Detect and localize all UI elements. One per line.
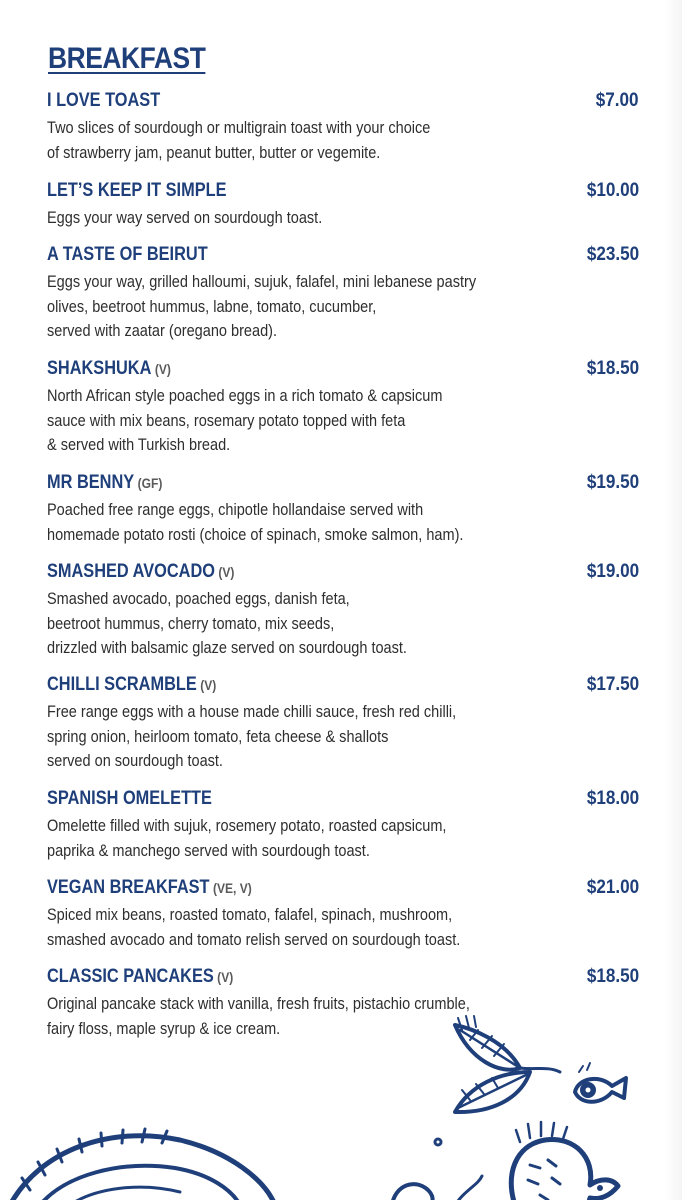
item-price: $19.50 bbox=[586, 472, 639, 493]
bird-doodle-icon bbox=[511, 1122, 618, 1200]
item-price: $18.50 bbox=[586, 358, 639, 379]
menu-item bbox=[47, 358, 639, 458]
item-price: $18.00 bbox=[586, 788, 639, 809]
menu-item bbox=[47, 244, 639, 344]
item-name: I LOVE TOAST bbox=[47, 90, 161, 111]
item-price: $17.50 bbox=[586, 674, 639, 695]
fish-doodle-icon bbox=[575, 1063, 626, 1102]
menu-item bbox=[47, 472, 639, 547]
item-description: Eggs your way served on sourdough toast. bbox=[47, 209, 323, 227]
item-description: Spiced mix beans, roasted tomato, falafel, spinach, mushroom, smashed avocado and tomato relish served on sourdough toast. bbox=[47, 906, 461, 949]
menu-item bbox=[47, 877, 639, 952]
item-price: $10.00 bbox=[586, 180, 639, 201]
item-name: SPANISH OMELETTE bbox=[47, 788, 212, 809]
item-description: Poached free range eggs, chipotle hollandaise served with homemade potato rosti (choice of spinach, smoke salmon, ham). bbox=[47, 501, 464, 544]
item-name: MR BENNY (GF) bbox=[47, 472, 163, 493]
page-edge-shade bbox=[664, 0, 682, 1200]
item-price: $21.00 bbox=[586, 877, 639, 898]
menu-item bbox=[47, 788, 639, 863]
plate-doodle-icon bbox=[10, 1129, 275, 1200]
item-name: A TASTE OF BEIRUT bbox=[47, 244, 208, 265]
menu-title: BREAKFAST bbox=[48, 42, 206, 75]
item-price: $19.00 bbox=[586, 561, 639, 582]
item-price: $18.50 bbox=[586, 966, 639, 987]
item-description: Omelette filled with sujuk, rosemery potato, roasted capsicum, paprika & manchego served with sourdough toast. bbox=[47, 817, 447, 860]
item-description: Eggs your way, grilled halloumi, sujuk, falafel, mini lebanese pastry olives, beetroot hummus, labne, tomato, cucumber, served with zaatar (oregano bread). bbox=[47, 273, 477, 340]
snail-doodle-icon bbox=[392, 1139, 482, 1200]
item-price: $7.00 bbox=[596, 90, 639, 111]
item-price: $23.50 bbox=[586, 244, 639, 265]
item-description: Two slices of sourdough or multigrain toast with your choice of strawberry jam, peanut butter, butter or vegemite. bbox=[47, 119, 431, 162]
menu-item bbox=[47, 90, 639, 165]
menu-item bbox=[47, 180, 639, 231]
item-name: LET’S KEEP IT SIMPLE bbox=[47, 180, 227, 201]
item-name: CHILLI SCRAMBLE (V) bbox=[47, 674, 217, 695]
item-name: SHAKSHUKA (V) bbox=[47, 358, 171, 379]
menu-item bbox=[47, 561, 639, 661]
item-description: Free range eggs with a house made chilli sauce, fresh red chilli, spring onion, heirloom tomato, feta cheese & shallots served on sourdough toast. bbox=[47, 703, 457, 770]
item-description: North African style poached eggs in a rich tomato & capsicum sauce with mix beans, rosemary potato topped with feta & served with Turkish bread. bbox=[47, 387, 443, 454]
item-name: CLASSIC PANCAKES (V) bbox=[47, 966, 234, 987]
item-name: VEGAN BREAKFAST (VE, V) bbox=[47, 877, 252, 898]
item-name: SMASHED AVOCADO (V) bbox=[47, 561, 235, 582]
item-description: Original pancake stack with vanilla, fresh fruits, pistachio crumble, fairy floss, maple syrup & ice cream. bbox=[47, 995, 470, 1038]
menu-item bbox=[47, 966, 639, 1041]
menu-item bbox=[47, 674, 639, 774]
item-description: Smashed avocado, poached eggs, danish feta, beetroot hummus, cherry tomato, mix seeds, drizzled with balsamic glaze served on sourdough toast. bbox=[47, 590, 407, 657]
